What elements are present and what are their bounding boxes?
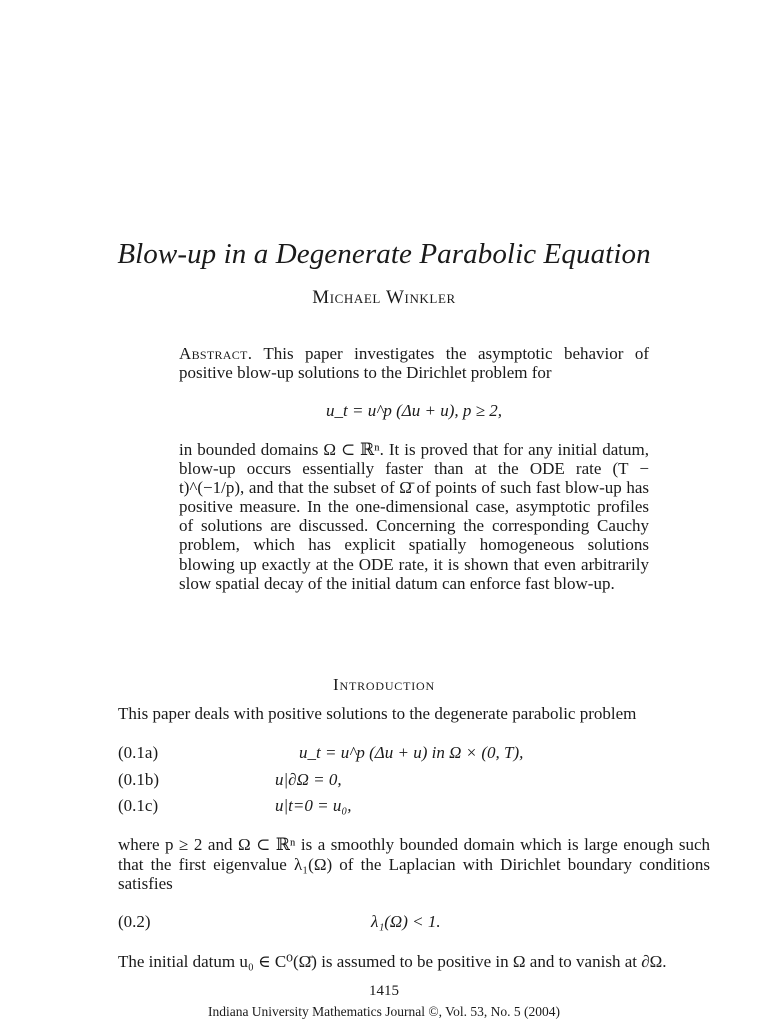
equation-number: (0.1a) [118,743,159,762]
author-name: Michael Winkler [312,287,456,308]
paragraph-eigenvalue: where p ≥ 2 and Ω ⊂ ℝⁿ is a smoothly bounded domain which is large enough such that the first eigenvalue λ₁(Ω) of the Laplacian with Dirichlet boundary conditions satisfies [118,835,710,893]
page-number: 1415 [369,983,399,999]
section-heading: Introduction [333,675,435,694]
abstract-continuation: in bounded domains Ω ⊂ ℝⁿ. It is proved that for any initial datum, blow-up occurs essentially faster than at the ODE rate (T − t)^(−1/p), and that the subset of Ω̄ of points of such fast blow-up has positive measure. In the one-dimensional case, asymptotic profiles of solutions are discussed. Concerning the corresponding Cauchy problem, which has explicit spatially homogeneous solutions blowing up exactly at the ODE rate, it is shown that even arbitrarily slow spatial decay of the initial datum can enforce fast blow-up. [179,440,649,593]
equation-0-1b [118,770,710,792]
equation-number: (0.2) [118,912,151,931]
equation-0-1c [118,796,710,818]
abstract-equation: u_t = u^p (Δu + u), p ≥ 2, [326,401,502,420]
journal-footer: Indiana University Mathematics Journal ©, Vol. 53, No. 5 (2004) [207,1004,561,1019]
initial-datum-sentence: The initial datum u₀ ∈ C⁰(Ω̄) is assumed to be positive in Ω and to vanish at ∂Ω. [118,952,667,971]
intro-sentence: This paper deals with positive solutions to the degenerate parabolic problem [118,704,637,723]
equation-body: λ₁(Ω) < 1. [371,912,441,931]
equation-body: u_t = u^p (Δu + u) in Ω × (0, T), [299,743,524,762]
abstract-intro [179,344,649,383]
equation-number: (0.1c) [118,796,159,815]
abstract-intro-text: This paper investigates the asymptotic behavior of positive blow-up solutions to the Dirichlet problem for [179,344,649,383]
equation-number: (0.1b) [118,770,160,789]
paper-title: Blow-up in a Degenerate Parabolic Equation [117,238,651,270]
equation-body: u|∂Ω = 0, [275,770,342,789]
equation-0-1a [118,743,710,765]
abstract-label: Abstract. [179,344,253,363]
equation-body: u|t=0 = u₀, [275,796,352,815]
equation-0-2 [118,912,710,934]
